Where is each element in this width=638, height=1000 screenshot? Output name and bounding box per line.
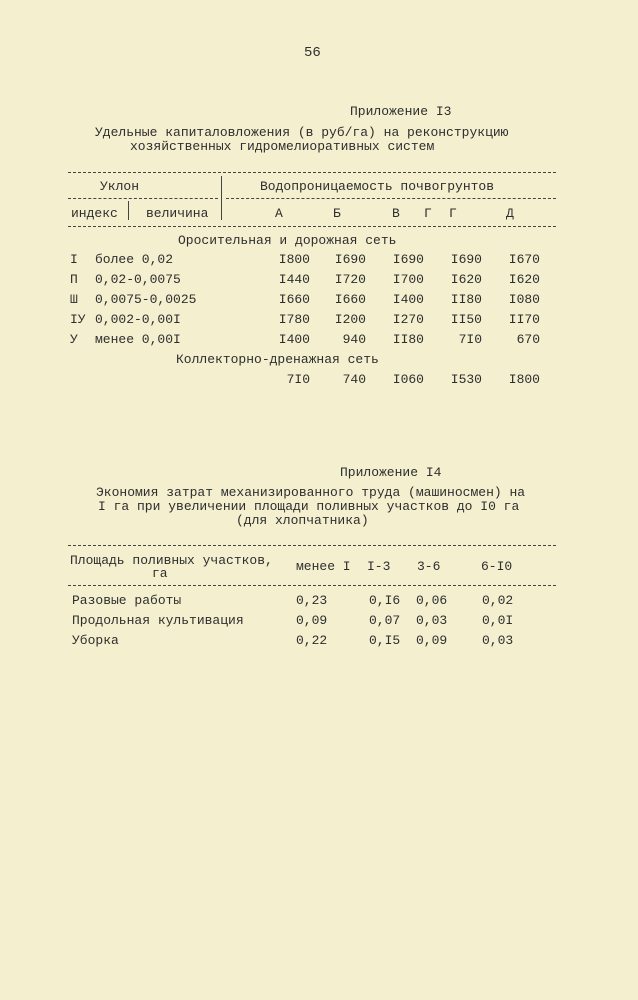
- cell-b: I720: [334, 272, 366, 287]
- header-col-1: менее I: [296, 559, 351, 574]
- cell-col-4: 0,0I: [482, 613, 514, 628]
- page-number: 56: [304, 45, 321, 61]
- row-index: У: [70, 332, 78, 347]
- row-slope: 0,002-0,00I: [95, 312, 181, 327]
- header-area: Площадь поливных участков,: [70, 553, 273, 568]
- table-row: [0, 292, 638, 310]
- row-slope: 0,0075-0,0025: [95, 292, 197, 307]
- cell-col-3: 0,09: [416, 633, 448, 648]
- header-col-a: А: [275, 206, 283, 221]
- cell-b: I200: [334, 312, 366, 327]
- cell-d: 670: [516, 332, 540, 347]
- cell-d: II70: [508, 312, 540, 327]
- cell-d: I080: [508, 292, 540, 307]
- row-slope: 0,02-0,0075: [95, 272, 181, 287]
- cell-g: II50: [450, 312, 482, 327]
- cell-col-4: 0,03: [482, 633, 514, 648]
- cell-g: I620: [450, 272, 482, 287]
- cell-v: I270: [392, 312, 424, 327]
- cell-v: I700: [392, 272, 424, 287]
- table14-top-rule: [68, 545, 556, 546]
- cell-g: II80: [450, 292, 482, 307]
- cell-col-3: 0,03: [416, 613, 448, 628]
- table-row: [0, 312, 638, 330]
- cell-col-2: 0,I6: [369, 593, 401, 608]
- appendix-14-label: Приложение I4: [340, 465, 442, 480]
- header-col-v: В: [392, 206, 400, 221]
- cell-col-1: 0,22: [296, 633, 328, 648]
- cell-col-2: 0,I5: [369, 633, 401, 648]
- cell-b: 940: [342, 332, 366, 347]
- cell-v: II80: [392, 332, 424, 347]
- cell-g: I690: [450, 252, 482, 267]
- cell-v: I060: [392, 372, 424, 387]
- row-index: Ш: [70, 292, 78, 307]
- header-area-unit: га: [152, 566, 168, 581]
- slope-subrule: [68, 198, 218, 199]
- row-index: IУ: [70, 312, 86, 327]
- index-vertical-divider: [128, 201, 129, 220]
- row-slope: более 0,02: [95, 252, 174, 267]
- cell-d: I620: [508, 272, 540, 287]
- section-irrigation: Оросительная и дорожная сеть: [178, 233, 397, 248]
- header-col-g1: Г: [424, 206, 432, 221]
- cell-a: I800: [278, 252, 310, 267]
- drainage-row: [0, 372, 638, 390]
- cell-g: I530: [450, 372, 482, 387]
- cell-a: 7I0: [286, 372, 310, 387]
- cell-a: I400: [278, 332, 310, 347]
- table-row: [0, 593, 638, 611]
- cell-d: I800: [508, 372, 540, 387]
- appendix-14-title-line1: Экономия затрат механизированного труда (машиносмен) на: [96, 485, 526, 500]
- table-row: [0, 252, 638, 270]
- cell-v: I690: [392, 252, 424, 267]
- table13-header-rule: [68, 226, 556, 227]
- header-col-g2: Г: [449, 206, 457, 221]
- row-index: I: [70, 252, 78, 267]
- table-row: [0, 272, 638, 290]
- cell-d: I670: [508, 252, 540, 267]
- header-col-2: I-3: [367, 559, 391, 574]
- cell-a: I440: [278, 272, 310, 287]
- header-index: индекс: [71, 206, 118, 221]
- header-col-4: 6-I0: [481, 559, 513, 574]
- appendix-13-title-line1: Удельные капиталовложения (в руб/га) на реконструкцию: [95, 125, 509, 140]
- section-drainage: Коллекторно-дренажная сеть: [176, 352, 379, 367]
- row-slope: менее 0,00I: [95, 332, 181, 347]
- cell-b: I690: [334, 252, 366, 267]
- cell-col-4: 0,02: [482, 593, 514, 608]
- cell-b: I660: [334, 292, 366, 307]
- row-index: П: [70, 272, 78, 287]
- permeability-subrule: [226, 198, 556, 199]
- cell-v: I400: [392, 292, 424, 307]
- row-work-type: Уборка: [72, 633, 119, 648]
- cell-col-1: 0,23: [296, 593, 328, 608]
- table-row: [0, 633, 638, 651]
- cell-col-1: 0,09: [296, 613, 328, 628]
- table-row: [0, 332, 638, 350]
- header-permeability: Водопроницаемость почвогрунтов: [260, 179, 495, 194]
- header-slope: Уклон: [100, 179, 140, 194]
- appendix-14-title-line3: (для хлопчатника): [236, 513, 369, 528]
- header-value: величина: [146, 206, 209, 221]
- header-col-b: Б: [333, 206, 341, 221]
- cell-b: 740: [342, 372, 366, 387]
- appendix-13-title-line2: хозяйственных гидромелиоративных систем: [130, 139, 435, 154]
- table14-header-rule: [68, 585, 556, 586]
- cell-g: 7I0: [458, 332, 482, 347]
- header-col-d: Д: [506, 206, 514, 221]
- cell-a: I780: [278, 312, 310, 327]
- appendix-14-title-line2: I га при увеличении площади поливных участков до I0 га: [98, 499, 520, 514]
- header-col-3: 3-6: [417, 559, 441, 574]
- cell-col-2: 0,07: [369, 613, 401, 628]
- cell-a: I660: [278, 292, 310, 307]
- table-row: [0, 613, 638, 631]
- table13-top-rule: [68, 172, 556, 173]
- appendix-13-label: Приложение I3: [350, 104, 452, 119]
- cell-col-3: 0,06: [416, 593, 448, 608]
- row-work-type: Продольная культивация: [72, 613, 244, 628]
- row-work-type: Разовые работы: [72, 593, 182, 608]
- header-vertical-divider: [221, 176, 222, 220]
